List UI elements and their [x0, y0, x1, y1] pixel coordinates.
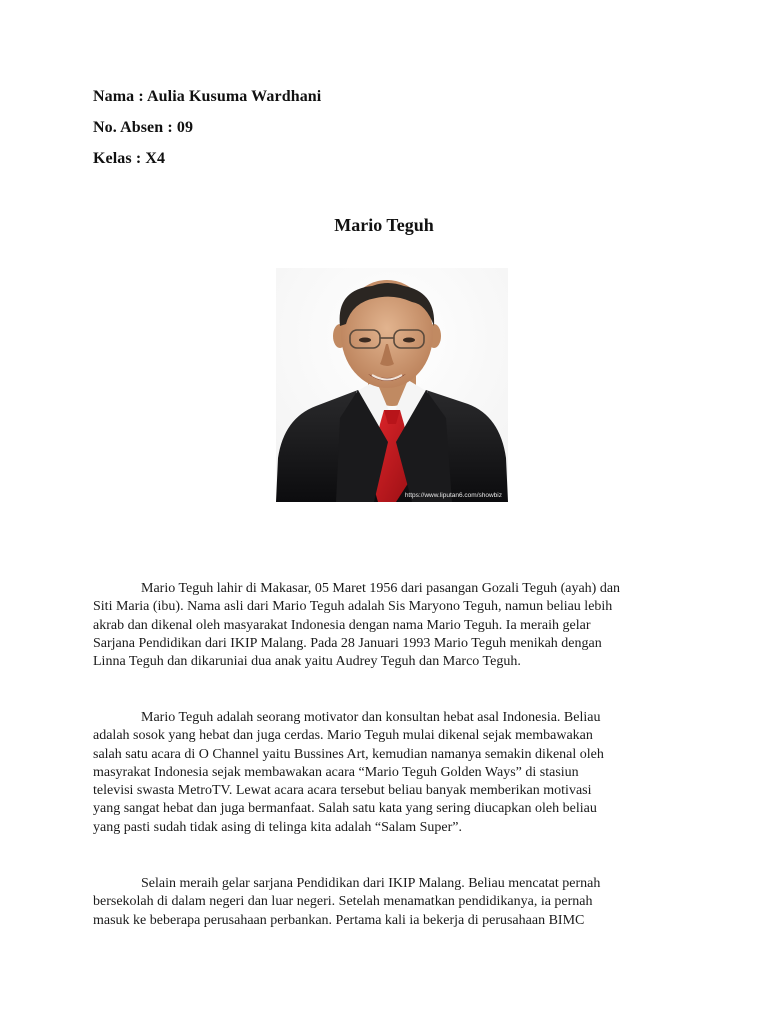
portrait-illustration — [276, 268, 508, 502]
paragraph-line: masyrakat Indonesia sejak membawakan acara “Mario Teguh Golden Ways” di stasiun — [93, 764, 579, 780]
student-class: Kelas : X4 — [93, 150, 166, 167]
paragraph-line: televisi swasta MetroTV. Lewat acara acara tersebut beliau banyak memberikan motivasi — [93, 783, 592, 799]
paragraph-line: salah satu acara di O Channel yaitu Bussines Art, kemudian namanya semakin dikenal oleh — [93, 746, 604, 762]
paragraph-line: Mario Teguh adalah seorang motivator dan konsultan hebat asal Indonesia. Beliau — [141, 710, 601, 725]
student-absen-number: No. Absen : 09 — [93, 119, 194, 136]
paragraph-1 — [93, 580, 676, 671]
portrait-photo — [276, 268, 508, 502]
paragraph-line: Sarjana Pendidikan dari IKIP Malang. Pada 28 Januari 1993 Mario Teguh menikah dengan — [93, 635, 602, 651]
photo-credit: https://www.liputan6.com/showbiz — [404, 492, 502, 499]
paragraph-line: Mario Teguh lahir di Makasar, 05 Maret 1956 dari pasangan Gozali Teguh (ayah) dan — [141, 581, 621, 596]
paragraph-line: yang sangat hebat dan juga bermanfaat. Salah satu kata yang sering diucapkan oleh beliau — [93, 801, 597, 817]
paragraph-3 — [93, 875, 676, 930]
paragraph-line: Siti Maria (ibu). Nama asli dari Mario Teguh adalah Sis Maryono Teguh, namun beliau lebih — [93, 599, 613, 615]
paragraph-line: Linna Teguh dan dikaruniai dua anak yaitu Audrey Teguh dan Marco Teguh. — [93, 654, 521, 670]
paragraph-line: adalah sosok yang hebat dan juga cerdas. Mario Teguh mulai dikenal sejak membawakan — [93, 728, 593, 744]
paragraph-line: masuk ke beberapa perusahaan perbankan. Pertama kali ia bekerja di perusahaan BIMC — [93, 912, 585, 928]
student-name: Nama : Aulia Kusuma Wardhani — [93, 88, 322, 105]
paragraph-line: bersekolah di dalam negeri dan luar negeri. Setelah menamatkan pendidikanya, ia pernah — [93, 894, 593, 910]
paragraph-2 — [93, 709, 676, 837]
paragraph-line: Selain meraih gelar sarjana Pendidikan dari IKIP Malang. Beliau mencatat pernah — [141, 876, 601, 891]
paragraph-line: yang pasti sudah tidak asing di telinga kita adalah “Salam Super”. — [93, 819, 462, 835]
document-title: Mario Teguh — [334, 215, 434, 235]
paragraph-line: akrab dan dikenal oleh masyarakat Indonesia dengan nama Mario Teguh. Ia meraih gelar — [93, 617, 591, 633]
